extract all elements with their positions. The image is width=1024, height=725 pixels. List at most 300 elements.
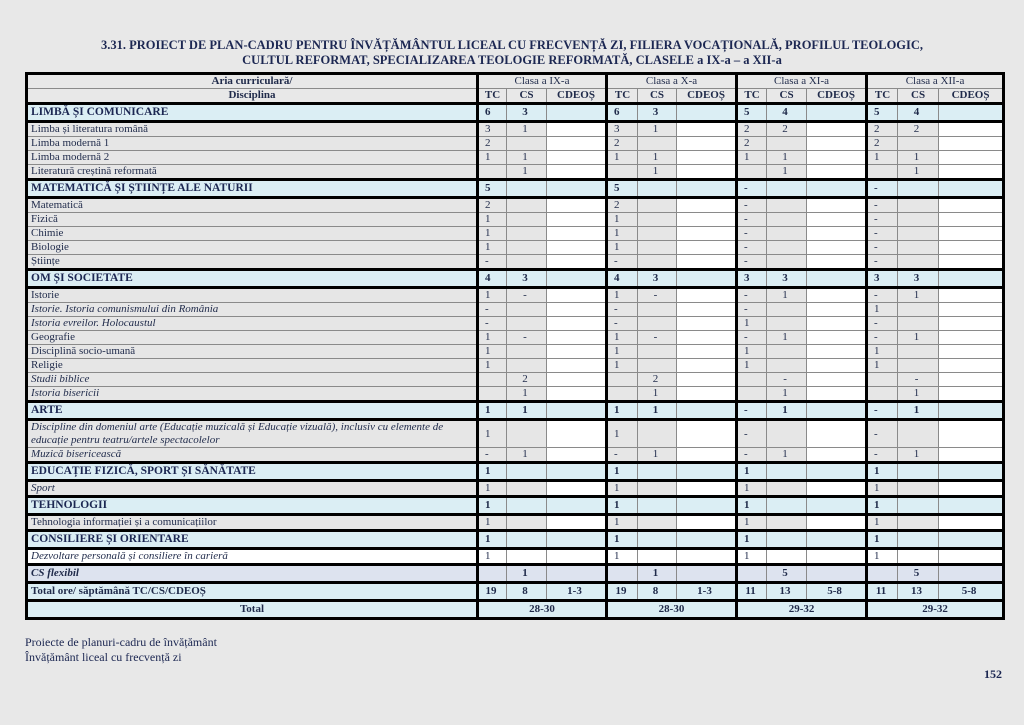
tc-value: - bbox=[867, 180, 898, 198]
cdeos-value: 1-3 bbox=[547, 583, 607, 601]
tc-value: - bbox=[867, 288, 898, 303]
tc-value: - bbox=[478, 317, 507, 331]
grand-total-row bbox=[27, 601, 1004, 619]
cs-value bbox=[898, 180, 939, 198]
table-row bbox=[27, 359, 1004, 373]
tc-value: 1 bbox=[607, 481, 638, 497]
cs-value bbox=[767, 180, 807, 198]
tc-value: 3 bbox=[737, 270, 767, 288]
cdeos-value bbox=[547, 448, 607, 463]
tc-value: 2 bbox=[867, 137, 898, 151]
cs-value bbox=[898, 345, 939, 359]
cdeos-value bbox=[677, 345, 737, 359]
tc-value bbox=[737, 373, 767, 387]
cs-value: 2 bbox=[767, 122, 807, 137]
tc-value: - bbox=[737, 420, 767, 448]
cdeos-value bbox=[677, 241, 737, 255]
cs-value: 1 bbox=[507, 448, 547, 463]
cdeos-value bbox=[939, 137, 1004, 151]
tc-value: - bbox=[867, 331, 898, 345]
tc-value: 1 bbox=[607, 227, 638, 241]
cs-value: 3 bbox=[898, 270, 939, 288]
tc-value: 1 bbox=[867, 151, 898, 165]
tc-value: 1 bbox=[478, 463, 507, 481]
cdeos-value bbox=[939, 402, 1004, 420]
tc-value: 1 bbox=[478, 359, 507, 373]
cs-value bbox=[507, 481, 547, 497]
tc-value: - bbox=[867, 213, 898, 227]
tc-value: 1 bbox=[607, 213, 638, 227]
tc-value bbox=[867, 387, 898, 402]
cdeos-value bbox=[547, 497, 607, 515]
cs-value bbox=[767, 515, 807, 531]
discipline-label: Tehnologia informației și a comunicațiilor bbox=[27, 515, 478, 531]
tc-value: 19 bbox=[478, 583, 507, 601]
cs-value bbox=[507, 359, 547, 373]
cs-value: 8 bbox=[638, 583, 677, 601]
cdeos-value bbox=[807, 241, 867, 255]
cdeos-value bbox=[939, 448, 1004, 463]
cs-value bbox=[767, 531, 807, 549]
curricular-area-row bbox=[27, 463, 1004, 481]
cs-value bbox=[898, 497, 939, 515]
cdeos-value bbox=[547, 198, 607, 213]
tc-value: - bbox=[737, 288, 767, 303]
discipline-label: MATEMATICĂ ȘI ȘTIINȚE ALE NATURII bbox=[27, 180, 478, 198]
tc-value bbox=[607, 387, 638, 402]
cdeos-value bbox=[939, 373, 1004, 387]
table-row bbox=[27, 317, 1004, 331]
tc-value: 1 bbox=[737, 481, 767, 497]
cs-value: - bbox=[507, 288, 547, 303]
tc-value: 1 bbox=[737, 463, 767, 481]
tc-value: 1 bbox=[867, 497, 898, 515]
cs-value: 1 bbox=[767, 387, 807, 402]
curricular-area-row bbox=[27, 180, 1004, 198]
tc-value: 1 bbox=[607, 345, 638, 359]
cdeos-value bbox=[939, 241, 1004, 255]
cs-value bbox=[507, 180, 547, 198]
table-row bbox=[27, 137, 1004, 151]
discipline-label: LIMBĂ ȘI COMUNICARE bbox=[27, 104, 478, 122]
cdeos-value bbox=[547, 463, 607, 481]
table-row bbox=[27, 448, 1004, 463]
cdeos-value bbox=[677, 515, 737, 531]
tc-value bbox=[478, 387, 507, 402]
discipline-label: Sport bbox=[27, 481, 478, 497]
cs-value bbox=[638, 549, 677, 565]
cdeos-value bbox=[677, 463, 737, 481]
tc-value: 1 bbox=[867, 531, 898, 549]
cdeos-value bbox=[547, 288, 607, 303]
cs-value: 1 bbox=[898, 165, 939, 180]
cs-value bbox=[898, 137, 939, 151]
cdeos-value bbox=[807, 402, 867, 420]
cdeos-value bbox=[807, 317, 867, 331]
cs-value bbox=[767, 317, 807, 331]
cs-value bbox=[767, 241, 807, 255]
cs-value bbox=[507, 213, 547, 227]
cdeos-value bbox=[807, 303, 867, 317]
tc-value: 1 bbox=[607, 497, 638, 515]
cs-value: 2 bbox=[638, 373, 677, 387]
cs-value: 1 bbox=[898, 288, 939, 303]
cs-value bbox=[507, 463, 547, 481]
cdeos-value bbox=[677, 122, 737, 137]
discipline-label: Discipline din domeniul arte (Educație muzicală și Educație vizuală), inclusiv cu elemente de educație pentru teatru/artele spectacolelor bbox=[27, 420, 478, 448]
cs-value: 5 bbox=[767, 565, 807, 583]
table-row bbox=[27, 255, 1004, 270]
cdeos-value bbox=[547, 151, 607, 165]
footer bbox=[25, 635, 217, 665]
header-class: Clasa a X-a bbox=[607, 74, 737, 89]
cdeos-value bbox=[547, 137, 607, 151]
tc-value: 1 bbox=[478, 331, 507, 345]
cs-value bbox=[638, 515, 677, 531]
tc-value: 1 bbox=[607, 463, 638, 481]
cdeos-value bbox=[547, 481, 607, 497]
title-line-2: CULTUL REFORMAT, SPECIALIZAREA TEOLOGIE REFORMATĂ, CLASELE a IX-a – a XII-a bbox=[242, 53, 782, 67]
tc-value: 1 bbox=[607, 241, 638, 255]
discipline-label: Muzică bisericească bbox=[27, 448, 478, 463]
tc-value: 4 bbox=[607, 270, 638, 288]
cs-value: 1 bbox=[767, 448, 807, 463]
tc-value bbox=[478, 565, 507, 583]
tc-value: 1 bbox=[478, 288, 507, 303]
tc-value: 1 bbox=[478, 345, 507, 359]
tc-value: - bbox=[737, 227, 767, 241]
cs-value: 3 bbox=[767, 270, 807, 288]
tc-value: - bbox=[737, 198, 767, 213]
tc-value: 1 bbox=[867, 303, 898, 317]
tc-value: 3 bbox=[478, 122, 507, 137]
discipline-label: Istorie bbox=[27, 288, 478, 303]
tc-value: 2 bbox=[737, 122, 767, 137]
tc-value: - bbox=[737, 213, 767, 227]
cs-value bbox=[898, 241, 939, 255]
tc-value: 5 bbox=[607, 180, 638, 198]
footer-line-2: Învățământ liceal cu frecvență zi bbox=[25, 650, 182, 664]
tc-value: 2 bbox=[867, 122, 898, 137]
cdeos-value bbox=[677, 420, 737, 448]
discipline-label: Matematică bbox=[27, 198, 478, 213]
tc-value: - bbox=[867, 317, 898, 331]
discipline-label: Literatură creștină reformată bbox=[27, 165, 478, 180]
cdeos-value bbox=[807, 270, 867, 288]
cdeos-value bbox=[677, 288, 737, 303]
header-subcol: CDEOȘ bbox=[547, 89, 607, 104]
cdeos-value bbox=[677, 255, 737, 270]
tc-value: 1 bbox=[478, 213, 507, 227]
cs-value bbox=[638, 317, 677, 331]
tc-value: - bbox=[867, 198, 898, 213]
table-row bbox=[27, 420, 1004, 448]
header-row-classes bbox=[27, 74, 1004, 89]
cs-value bbox=[507, 255, 547, 270]
header-subcol: TC bbox=[607, 89, 638, 104]
cdeos-value bbox=[939, 198, 1004, 213]
tc-value bbox=[737, 565, 767, 583]
table-row bbox=[27, 345, 1004, 359]
cdeos-value bbox=[939, 165, 1004, 180]
cs-value: 1 bbox=[507, 122, 547, 137]
tc-value: - bbox=[607, 448, 638, 463]
tc-value: - bbox=[478, 255, 507, 270]
cs-value: 1 bbox=[638, 565, 677, 583]
cdeos-value bbox=[677, 213, 737, 227]
tc-value bbox=[478, 373, 507, 387]
cdeos-value bbox=[677, 303, 737, 317]
discipline-label: Chimie bbox=[27, 227, 478, 241]
cs-value bbox=[507, 420, 547, 448]
cs-value: 1 bbox=[898, 151, 939, 165]
cs-value: 2 bbox=[898, 122, 939, 137]
cs-value: 1 bbox=[898, 331, 939, 345]
page-number: 152 bbox=[984, 667, 1002, 681]
cdeos-value bbox=[677, 549, 737, 565]
title-line-1: 3.31. PROIECT DE PLAN-CADRU PENTRU ÎNVĂȚĂMÂNTUL LICEAL CU FRECVENȚĂ ZI, FILIERA VOCAȚIONALĂ, PROFILUL TEOLOGIC, bbox=[100, 38, 924, 52]
tc-value: 1 bbox=[478, 481, 507, 497]
cdeos-value bbox=[939, 213, 1004, 227]
tc-value: 1 bbox=[607, 420, 638, 448]
table-row bbox=[27, 481, 1004, 497]
cdeos-value bbox=[547, 387, 607, 402]
table-row bbox=[27, 549, 1004, 565]
cdeos-value bbox=[939, 288, 1004, 303]
cdeos-value bbox=[807, 481, 867, 497]
tc-value: 1 bbox=[478, 531, 507, 549]
cdeos-value bbox=[939, 317, 1004, 331]
table-row bbox=[27, 165, 1004, 180]
cdeos-value bbox=[939, 387, 1004, 402]
cdeos-value bbox=[677, 270, 737, 288]
cdeos-value bbox=[677, 387, 737, 402]
cdeos-value bbox=[807, 549, 867, 565]
cs-value bbox=[767, 198, 807, 213]
discipline-label: Studii biblice bbox=[27, 373, 478, 387]
cdeos-value bbox=[939, 227, 1004, 241]
tc-value: 1 bbox=[607, 331, 638, 345]
tc-value: 1 bbox=[607, 288, 638, 303]
cs-value bbox=[767, 463, 807, 481]
cdeos-value bbox=[547, 359, 607, 373]
cs-value bbox=[898, 303, 939, 317]
cdeos-value bbox=[677, 497, 737, 515]
cs-value bbox=[638, 137, 677, 151]
cdeos-value bbox=[807, 345, 867, 359]
tc-value bbox=[607, 565, 638, 583]
tc-value: - bbox=[737, 180, 767, 198]
tc-value: - bbox=[607, 255, 638, 270]
discipline-label: Științe bbox=[27, 255, 478, 270]
cdeos-value bbox=[939, 180, 1004, 198]
cdeos-value bbox=[807, 213, 867, 227]
cdeos-value bbox=[939, 345, 1004, 359]
cs-value: 2 bbox=[507, 373, 547, 387]
cs-value bbox=[767, 345, 807, 359]
cs-value: - bbox=[638, 288, 677, 303]
table-row bbox=[27, 288, 1004, 303]
cdeos-value bbox=[807, 448, 867, 463]
discipline-label: Geografie bbox=[27, 331, 478, 345]
cs-value: 5 bbox=[898, 565, 939, 583]
table-row bbox=[27, 331, 1004, 345]
cs-value: 4 bbox=[767, 104, 807, 122]
cdeos-value bbox=[807, 122, 867, 137]
cs-value: 1 bbox=[638, 151, 677, 165]
cdeos-value bbox=[677, 198, 737, 213]
cdeos-value bbox=[939, 255, 1004, 270]
cs-value bbox=[767, 213, 807, 227]
cs-value bbox=[767, 137, 807, 151]
cs-value bbox=[898, 531, 939, 549]
header-subcol: TC bbox=[478, 89, 507, 104]
cdeos-value bbox=[939, 481, 1004, 497]
tc-value: 3 bbox=[607, 122, 638, 137]
discipline-label: Total ore/ săptămână TC/CS/CDEOȘ bbox=[27, 583, 478, 601]
tc-value: 5 bbox=[867, 104, 898, 122]
discipline-label: TEHNOLOGII bbox=[27, 497, 478, 515]
cs-value: 3 bbox=[638, 104, 677, 122]
tc-value: 1 bbox=[867, 549, 898, 565]
cs-value bbox=[638, 180, 677, 198]
cdeos-value bbox=[677, 565, 737, 583]
cs-value: 1 bbox=[767, 288, 807, 303]
cdeos-value bbox=[939, 515, 1004, 531]
cs-value: 1 bbox=[767, 151, 807, 165]
cs-value: 1 bbox=[507, 387, 547, 402]
header-class: Clasa a IX-a bbox=[478, 74, 607, 89]
cdeos-value bbox=[939, 331, 1004, 345]
tc-value: 1 bbox=[737, 359, 767, 373]
tc-value: 1 bbox=[607, 402, 638, 420]
header-subcol: CDEOȘ bbox=[807, 89, 867, 104]
discipline-label: Limba modernă 2 bbox=[27, 151, 478, 165]
grand-total-value: 28-30 bbox=[478, 601, 607, 619]
tc-value: - bbox=[867, 448, 898, 463]
tc-value bbox=[867, 165, 898, 180]
discipline-label: Istoria evreilor. Holocaustul bbox=[27, 317, 478, 331]
tc-value: 1 bbox=[607, 151, 638, 165]
cs-value bbox=[638, 531, 677, 549]
cdeos-value bbox=[939, 549, 1004, 565]
cdeos-value bbox=[939, 104, 1004, 122]
cs-value: 1 bbox=[898, 402, 939, 420]
cdeos-value bbox=[677, 104, 737, 122]
cs-value bbox=[507, 515, 547, 531]
cdeos-value bbox=[807, 515, 867, 531]
cs-value bbox=[898, 255, 939, 270]
cdeos-value bbox=[547, 180, 607, 198]
cs-value: 1 bbox=[507, 165, 547, 180]
cs-value bbox=[507, 303, 547, 317]
cs-value: 8 bbox=[507, 583, 547, 601]
cs-value bbox=[638, 255, 677, 270]
cs-value: 1 bbox=[638, 448, 677, 463]
header-subcol: CDEOȘ bbox=[939, 89, 1004, 104]
cdeos-value bbox=[547, 549, 607, 565]
cs-value: 1 bbox=[638, 165, 677, 180]
tc-value: 2 bbox=[737, 137, 767, 151]
cs-value bbox=[898, 317, 939, 331]
cdeos-value bbox=[807, 387, 867, 402]
cs-value: 3 bbox=[507, 104, 547, 122]
cs-value: 13 bbox=[898, 583, 939, 601]
tc-value: - bbox=[737, 303, 767, 317]
table-row bbox=[27, 122, 1004, 137]
curriculum-plan-table bbox=[25, 72, 1005, 620]
tc-value: - bbox=[867, 227, 898, 241]
cdeos-value bbox=[547, 122, 607, 137]
discipline-label: CS flexibil bbox=[27, 565, 478, 583]
tc-value: 19 bbox=[607, 583, 638, 601]
cs-value: 13 bbox=[767, 583, 807, 601]
cdeos-value bbox=[677, 137, 737, 151]
tc-value: 1 bbox=[737, 515, 767, 531]
tc-value: 2 bbox=[478, 198, 507, 213]
cdeos-value bbox=[939, 270, 1004, 288]
footer-line-1: Proiecte de planuri-cadru de învățământ bbox=[25, 635, 217, 649]
cdeos-value bbox=[939, 565, 1004, 583]
cs-value bbox=[767, 420, 807, 448]
header-subcol: CS bbox=[767, 89, 807, 104]
tc-value: - bbox=[867, 402, 898, 420]
cs-value bbox=[767, 481, 807, 497]
cdeos-value bbox=[807, 180, 867, 198]
cs-value: 1 bbox=[507, 402, 547, 420]
cs-value: 1 bbox=[638, 402, 677, 420]
tc-value: 1 bbox=[737, 151, 767, 165]
discipline-label: Limba modernă 1 bbox=[27, 137, 478, 151]
tc-value: 2 bbox=[478, 137, 507, 151]
discipline-label: EDUCAȚIE FIZICĂ, SPORT ȘI SĂNĂTATE bbox=[27, 463, 478, 481]
cdeos-value bbox=[677, 402, 737, 420]
cs-value bbox=[898, 198, 939, 213]
header-class: Clasa a XII-a bbox=[867, 74, 1004, 89]
cs-value: 1 bbox=[898, 448, 939, 463]
table-row bbox=[27, 151, 1004, 165]
cs-value bbox=[898, 420, 939, 448]
cs-value bbox=[898, 549, 939, 565]
grand-total-value: 29-32 bbox=[867, 601, 1004, 619]
tc-value: 1 bbox=[737, 549, 767, 565]
header-subcol: CS bbox=[898, 89, 939, 104]
cs-value bbox=[507, 531, 547, 549]
cdeos-value bbox=[939, 497, 1004, 515]
cdeos-value bbox=[677, 481, 737, 497]
header-subcol: CDEOȘ bbox=[677, 89, 737, 104]
tc-value: 2 bbox=[607, 137, 638, 151]
cdeos-value bbox=[547, 331, 607, 345]
cdeos-value bbox=[807, 565, 867, 583]
cs-value bbox=[507, 345, 547, 359]
cs-value: 1 bbox=[507, 151, 547, 165]
cs-value: - bbox=[507, 331, 547, 345]
tc-value: 1 bbox=[607, 531, 638, 549]
tc-value bbox=[478, 165, 507, 180]
cs-value: 1 bbox=[767, 331, 807, 345]
cdeos-value: 5-8 bbox=[939, 583, 1004, 601]
tc-value bbox=[607, 165, 638, 180]
discipline-label: Biologie bbox=[27, 241, 478, 255]
cs-value bbox=[898, 515, 939, 531]
cs-value bbox=[638, 359, 677, 373]
cs-value bbox=[767, 255, 807, 270]
cs-value bbox=[638, 241, 677, 255]
cdeos-value bbox=[677, 373, 737, 387]
tc-value: 11 bbox=[737, 583, 767, 601]
cs-value bbox=[638, 420, 677, 448]
